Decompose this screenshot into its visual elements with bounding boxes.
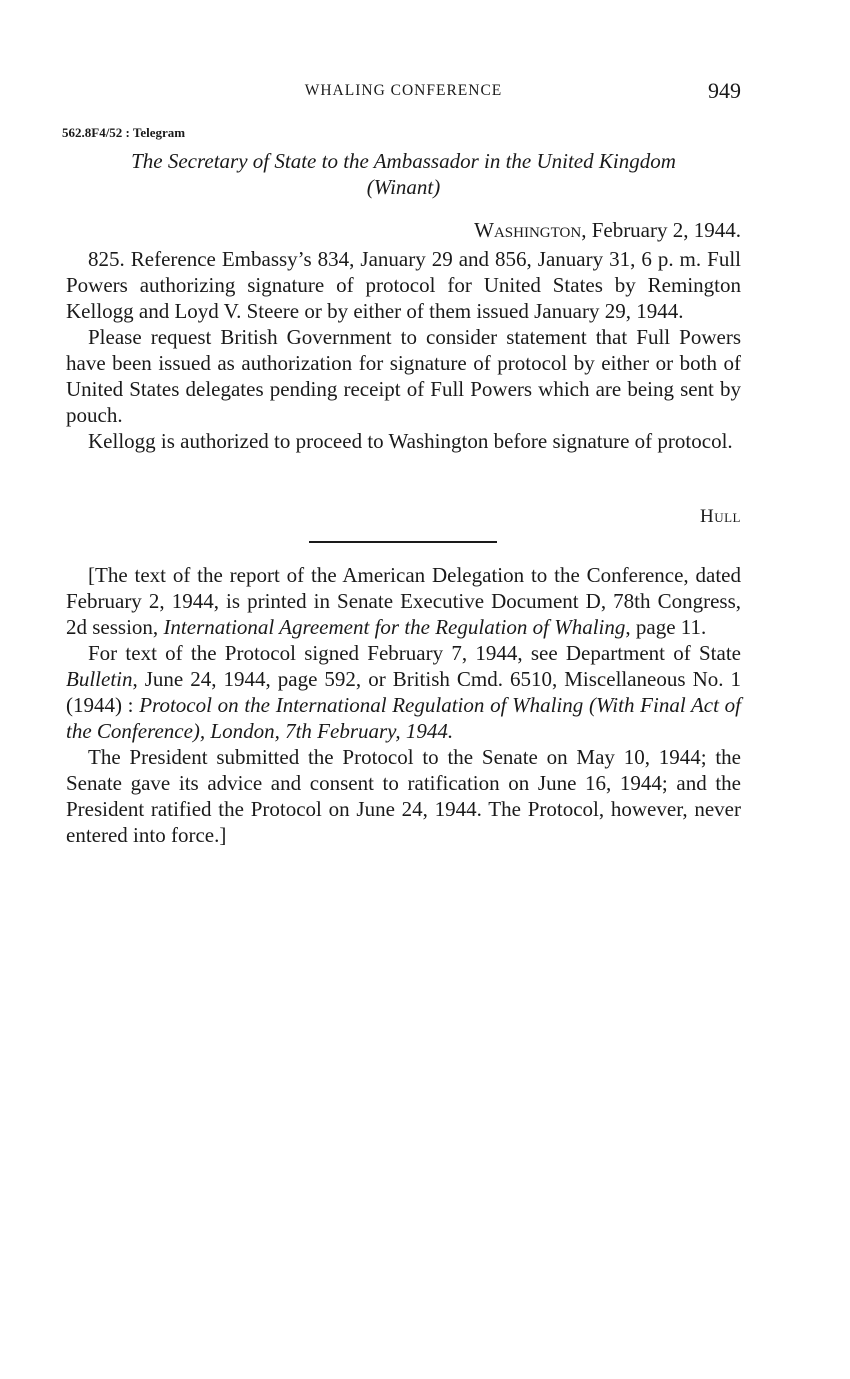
telegram-paragraph: 825. Reference Embassy’s 834, January 29 and 856, January 31, 6 p. m. Full Powers authorizing signature of protocol for United States by Remington Kellogg and Loyd V. Steere or by either of them issued January 29, 1944. [66,247,741,323]
editorial-text: For text of the Protocol signed February 7, 1944, see Department of State [88,641,741,665]
heading-line-2: (Winant) [366,175,441,199]
editorial-paragraph-2 [66,640,741,744]
file-reference: 562.8F4/52 : Telegram [62,125,186,140]
section-divider [309,541,497,543]
editorial-paragraph-3: The President submitted the Protocol to the Senate on May 10, 1944; the Senate gave its advice and consent to ratification on June 16, 1944; and the President ratified the Protocol on June 24, 1944. The Protocol, however, never entered into force.] [66,745,741,847]
editorial-note [66,562,741,848]
dateline-date: , February 2, 1944. [581,218,741,242]
dateline-place: Washington [474,218,582,242]
publication-title: International Agreement for the Regulation of Whaling [163,615,626,639]
document-heading [66,148,741,200]
editorial-text: , June 24, 1944, page 592, or British Cmd. 6510, Miscellaneous No. 1 (1944) : [66,667,741,717]
signature: Hull [700,506,741,527]
editorial-text: , page 11. [625,615,707,639]
telegram-paragraph: Please request British Government to consider statement that Full Powers have been issued as authorization for signature of protocol by either or both of United States delegates pending receipt of Full Powers which are being sent by pouch. [66,325,741,427]
running-title: WHALING CONFERENCE [304,82,503,99]
dateline [474,218,741,243]
telegram-body [66,246,741,454]
heading-line-1: The Secretary of State to the Ambassador in the United Kingdom [131,149,676,173]
page-number: 949 [708,78,741,103]
publication-title: Protocol on the International Regulation of Whaling (With Final Act of the Conference), London, 7th February, 1944. [66,693,741,743]
editorial-paragraph-1 [66,562,741,640]
publication-title: Bulletin [66,667,133,691]
editorial-text: [The text of the report of the American Delegation to the Conference, dated February 2, 1944, is printed in Senate Executive Document D, 78th Congress, 2d session, [66,563,741,639]
running-head [66,78,741,108]
telegram-paragraph: Kellogg is authorized to proceed to Washington before signature of protocol. [88,429,733,453]
